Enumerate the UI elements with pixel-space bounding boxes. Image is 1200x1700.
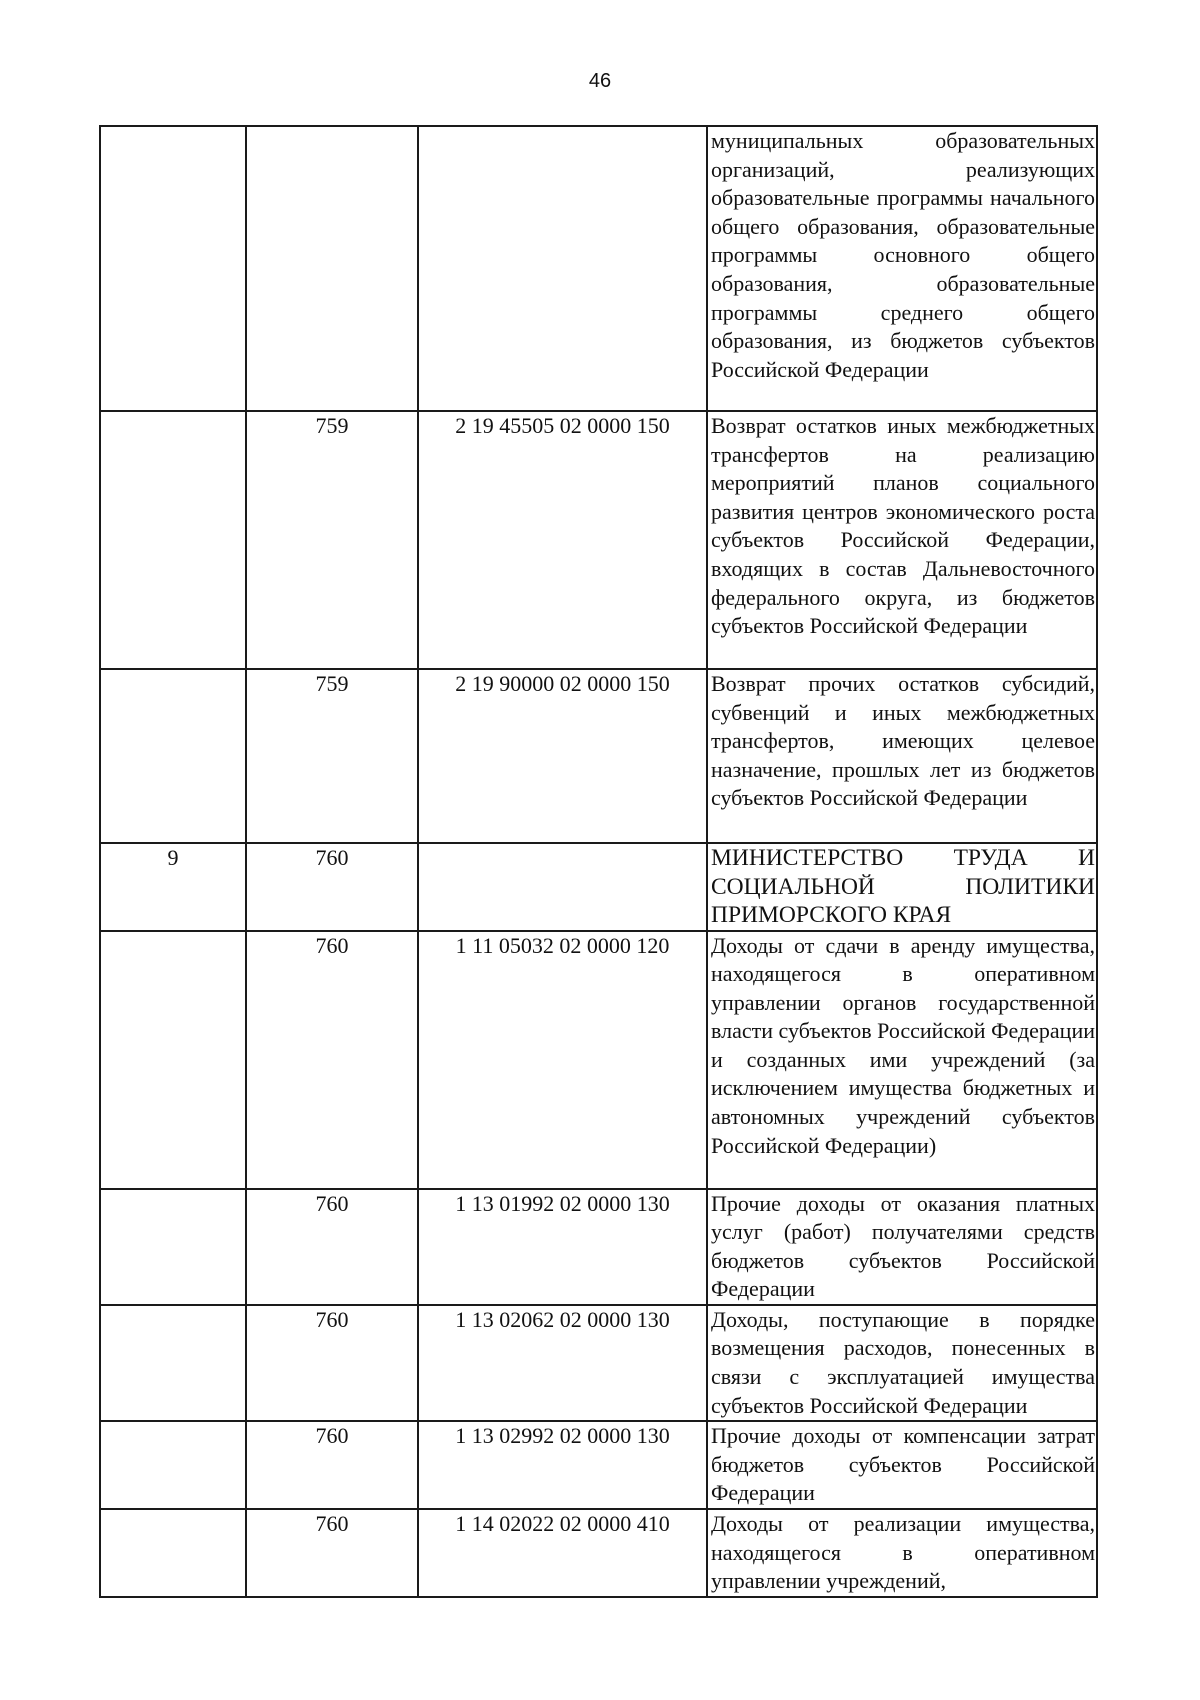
admin-code: 760 xyxy=(246,1509,418,1597)
budget-classification-code: 1 14 02022 02 0000 410 xyxy=(418,1509,707,1597)
page-number: 46 xyxy=(588,70,612,92)
budget-classification-code: 1 13 02992 02 0000 130 xyxy=(418,1421,707,1509)
revenue-name: Возврат прочих остатков субсидий, субвенций и иных межбюджетных трансфертов, имеющих целевое назначение, прошлых лет из бюджетов субъектов Российской Федерации xyxy=(707,669,1097,843)
table-row xyxy=(100,1421,1097,1509)
admin-code xyxy=(246,126,418,411)
budget-classification-code: 1 13 01992 02 0000 130 xyxy=(418,1189,707,1305)
revenue-name: Прочие доходы от компенсации затрат бюджетов субъектов Российской Федерации xyxy=(707,1421,1097,1509)
table-row xyxy=(100,669,1097,843)
revenue-name: Доходы от сдачи в аренду имущества, находящегося в оперативном управлении органов государственной власти субъектов Российской Федерации и созданных ими учреждений (за исключением имущества бюджетных и автономных учреждений субъектов Российской Федерации) xyxy=(707,931,1097,1189)
admin-code: 759 xyxy=(246,669,418,843)
budget-classification-code xyxy=(418,126,707,411)
revenue-name: Прочие доходы от оказания платных услуг (работ) получателями средств бюджетов субъектов Российской Федерации xyxy=(707,1189,1097,1305)
row-number xyxy=(100,669,246,843)
row-number xyxy=(100,1305,246,1421)
budget-classification-code: 2 19 90000 02 0000 150 xyxy=(418,669,707,843)
row-number xyxy=(100,1509,246,1597)
admin-code: 760 xyxy=(246,1421,418,1509)
table-row xyxy=(100,1305,1097,1421)
budget-classification-code: 2 19 45505 02 0000 150 xyxy=(418,411,707,669)
revenue-code-table xyxy=(99,125,1098,1598)
budget-classification-code: 1 11 05032 02 0000 120 xyxy=(418,931,707,1189)
table-row xyxy=(100,126,1097,411)
budget-classification-code xyxy=(418,843,707,931)
table-row xyxy=(100,1189,1097,1305)
admin-code: 760 xyxy=(246,931,418,1189)
admin-code: 760 xyxy=(246,1189,418,1305)
row-number xyxy=(100,126,246,411)
revenue-name: Возврат остатков иных межбюджетных трансфертов на реализацию мероприятий планов социального развития центров экономического роста субъектов Российской Федерации, входящих в состав Дальневосточного федерального округа, из бюджетов субъектов Российской Федерации xyxy=(707,411,1097,669)
revenue-name: Доходы от реализации имущества, находящегося в оперативном управлении учреждений, xyxy=(707,1509,1097,1597)
row-number xyxy=(100,931,246,1189)
budget-classification-code: 1 13 02062 02 0000 130 xyxy=(418,1305,707,1421)
ministry-name: МИНИСТЕРСТВО ТРУДА И СОЦИАЛЬНОЙ ПОЛИТИКИ ПРИМОРСКОГО КРАЯ xyxy=(707,843,1097,931)
table-row xyxy=(100,411,1097,669)
admin-code: 760 xyxy=(246,1305,418,1421)
row-number: 9 xyxy=(100,843,246,931)
row-number xyxy=(100,1189,246,1305)
row-number xyxy=(100,411,246,669)
table-row xyxy=(100,1509,1097,1597)
revenue-name: Доходы, поступающие в порядке возмещения расходов, понесенных в связи с эксплуатацией имущества субъектов Российской Федерации xyxy=(707,1305,1097,1421)
revenue-name: муниципальных образовательных организаций, реализующих образовательные программы начального общего образования, образовательные программы основного общего образования, образовательные программы среднего общего образования, из бюджетов субъектов Российской Федерации xyxy=(707,126,1097,411)
admin-code: 760 xyxy=(246,843,418,931)
row-number xyxy=(100,1421,246,1509)
admin-code: 759 xyxy=(246,411,418,669)
table-row xyxy=(100,843,1097,931)
table-row xyxy=(100,931,1097,1189)
